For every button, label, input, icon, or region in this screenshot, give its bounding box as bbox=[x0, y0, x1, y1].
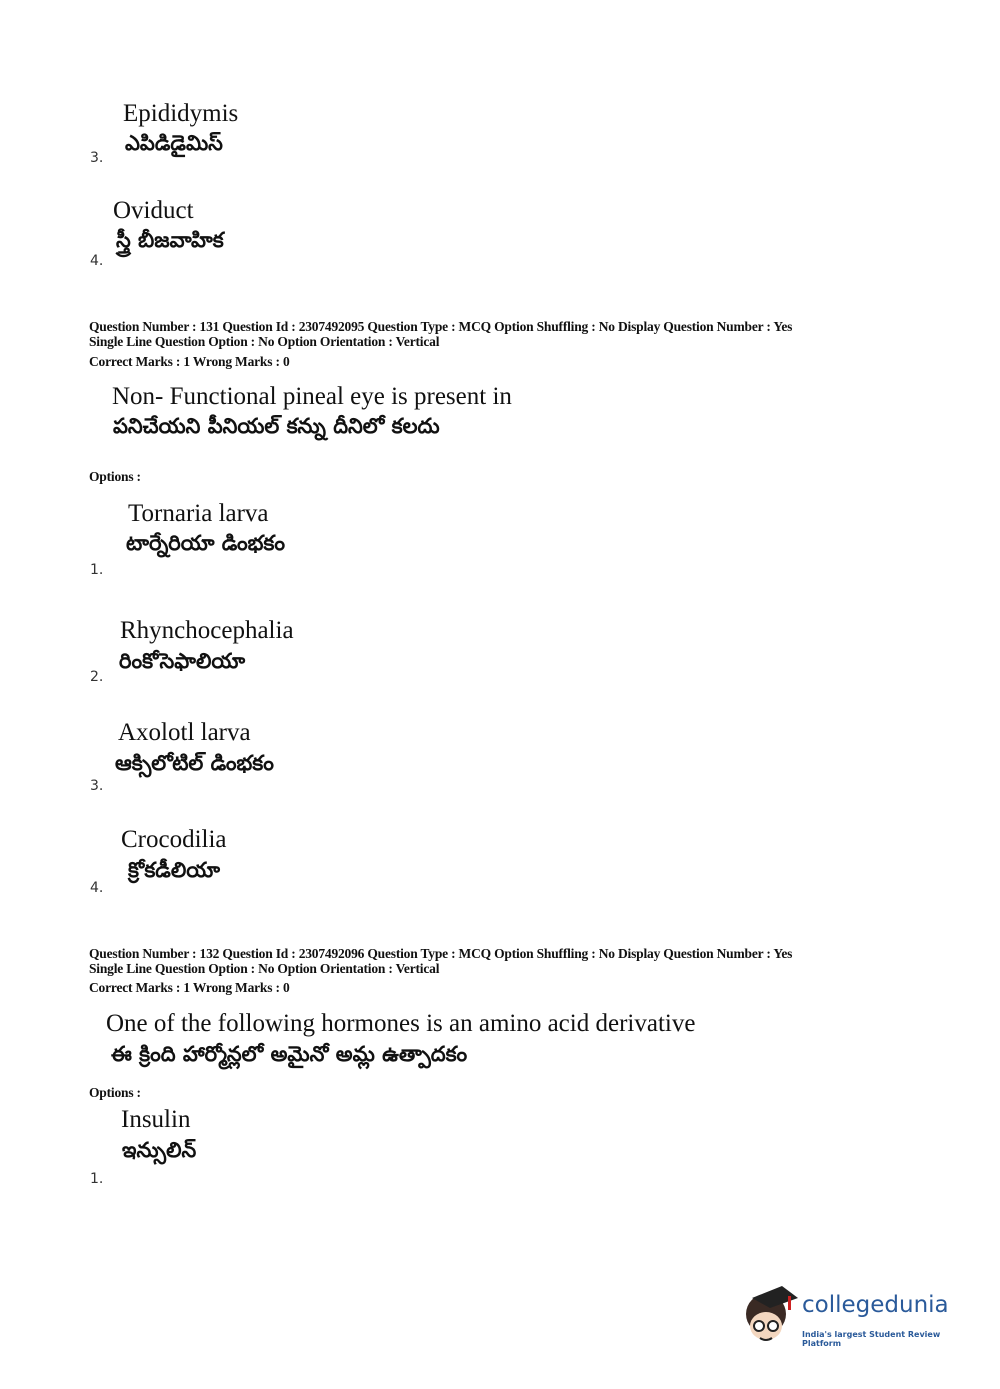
option-text-en: Rhynchocephalia bbox=[120, 617, 294, 644]
option-number: 1. bbox=[90, 562, 104, 578]
option-text-en: Epididymis bbox=[123, 100, 239, 127]
question-text-te: పనిచేయని పీనియల్ కన్ను దీనిలో కలదు bbox=[113, 414, 440, 438]
question-text-en: One of the following hormones is an amino acid derivative bbox=[106, 1010, 696, 1037]
option-text-te: స్త్రీ బీజవాహిక bbox=[116, 228, 224, 252]
question-text-en: Non- Functional pineal eye is present in bbox=[112, 383, 512, 410]
question-marks: Correct Marks : 1 Wrong Marks : 0 bbox=[89, 980, 290, 995]
question-marks: Correct Marks : 1 Wrong Marks : 0 bbox=[89, 354, 290, 369]
collegedunia-logo bbox=[742, 1284, 972, 1354]
option-number: 4. bbox=[90, 253, 104, 269]
option-number: 1. bbox=[90, 1171, 104, 1187]
question-meta-2: Single Line Question Option : No Option Orientation : Vertical bbox=[89, 961, 440, 976]
option-number: 3. bbox=[90, 778, 104, 794]
option-text-te: ఎపిడిడైమిస్ bbox=[125, 131, 223, 155]
option-text-en: Insulin bbox=[121, 1106, 191, 1133]
option-text-en: Crocodilia bbox=[121, 826, 227, 853]
option-text-en: Axolotl larva bbox=[118, 719, 251, 746]
option-text-te: ఆక్సిలోటిల్ డింభకం bbox=[115, 751, 274, 775]
mascot-icon bbox=[742, 1284, 800, 1350]
options-label: Options : bbox=[89, 469, 141, 484]
option-number: 3. bbox=[90, 150, 104, 166]
question-text-te: ఈ క్రింది హార్మోన్లలో అమైనో అమ్ల ఉత్పాదకం bbox=[111, 1042, 468, 1066]
option-number: 4. bbox=[90, 880, 104, 896]
options-label: Options : bbox=[89, 1085, 141, 1100]
question-meta: Question Number : 132 Question Id : 2307492096 Question Type : MCQ Option Shuffling : No Display Question Number : Yes bbox=[89, 946, 793, 961]
option-text-te: ఇన్సులిన్ bbox=[122, 1138, 197, 1162]
option-text-te: రింకోసెఫాలియా bbox=[119, 649, 246, 673]
option-text-te: క్రోకడీలియా bbox=[128, 858, 220, 882]
option-number: 2. bbox=[90, 669, 104, 685]
question-meta: Question Number : 131 Question Id : 2307492095 Question Type : MCQ Option Shuffling : No Display Question Number : Yes bbox=[89, 319, 793, 334]
option-text-en: Oviduct bbox=[113, 197, 194, 224]
option-text-te: టార్నేరియా డింభకం bbox=[126, 531, 285, 555]
logo-name: collegedunia bbox=[802, 1292, 949, 1318]
question-meta-2: Single Line Question Option : No Option Orientation : Vertical bbox=[89, 334, 440, 349]
logo-tagline: India's largest Student Review Platform bbox=[802, 1330, 941, 1348]
option-text-en: Tornaria larva bbox=[128, 500, 269, 527]
